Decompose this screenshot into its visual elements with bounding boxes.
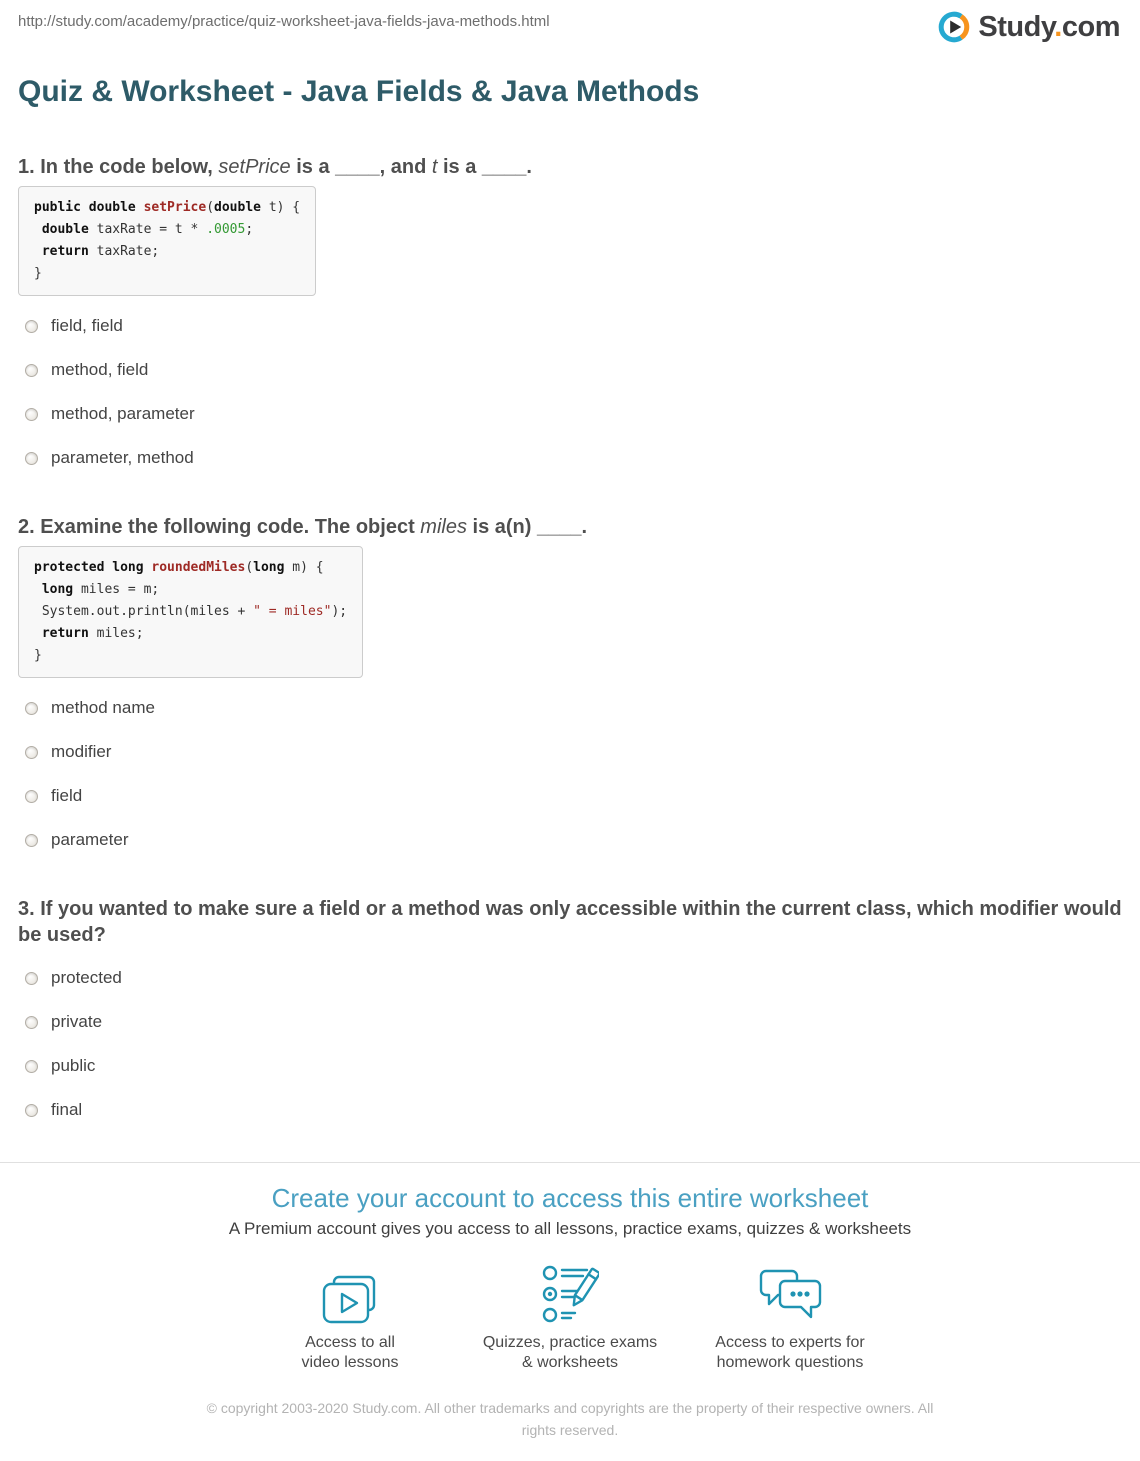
questions-list <box>18 154 1122 1122</box>
option-label: parameter, method <box>51 448 194 467</box>
feature-label: Quizzes, practice exams & worksheets <box>482 1334 658 1371</box>
radio-button[interactable] <box>25 364 38 377</box>
option-field[interactable] <box>25 784 1122 808</box>
option-label: method, field <box>51 360 149 379</box>
browser-url: http://study.com/academy/practice/quiz-worksheet-java-fields-java-methods.html <box>18 13 550 30</box>
option-label: field <box>51 786 83 805</box>
radio-button[interactable] <box>25 972 38 985</box>
studycom-logo[interactable] <box>937 10 1120 44</box>
option-field-field[interactable] <box>25 314 1122 338</box>
prompt-segment: is a(n) ____. <box>466 516 588 538</box>
feature-access-to-experts-for-homework-questions <box>680 1263 900 1373</box>
option-label: modifier <box>51 742 112 761</box>
option-private[interactable] <box>25 1010 1122 1034</box>
quizzes-worksheets-icon <box>541 1263 599 1325</box>
feature-access-to-all-video-lessons <box>240 1263 460 1373</box>
option-final[interactable] <box>25 1098 1122 1122</box>
prompt-segment: setPrice <box>218 156 291 178</box>
option-protected[interactable] <box>25 966 1122 990</box>
radio-button[interactable] <box>25 452 38 465</box>
copyright-notice: © copyright 2003-2020 Study.com. All other trademarks and copyrights are the property of their respective owners. All rights reserved. <box>206 1400 934 1438</box>
option-label: public <box>51 1056 96 1075</box>
prompt-segment: is a ____. <box>437 156 532 178</box>
feature-quizzes-practice-exams-worksheets <box>460 1263 680 1373</box>
homework-experts-icon <box>757 1263 823 1325</box>
radio-button[interactable] <box>25 834 38 847</box>
video-lessons-icon <box>322 1263 378 1325</box>
logo-wordmark: Study.com <box>978 11 1120 43</box>
option-method-name[interactable] <box>25 696 1122 720</box>
code-snippet: public double setPrice(double t) { double taxRate = t * .0005; return taxRate; } <box>18 186 316 296</box>
page-title: Quiz & Worksheet - Java Fields & Java Methods <box>18 75 700 108</box>
question-3-prompt <box>18 896 1122 948</box>
prompt-segment: miles <box>420 516 467 538</box>
option-label: method, parameter <box>51 404 195 423</box>
feature-label: Access to all video lessons <box>301 1334 399 1371</box>
cta-heading: Create your account to access this entire worksheet <box>271 1183 869 1213</box>
option-modifier[interactable] <box>25 740 1122 764</box>
radio-button[interactable] <box>25 746 38 759</box>
section-divider <box>0 1162 1140 1163</box>
radio-button[interactable] <box>25 1016 38 1029</box>
radio-button[interactable] <box>25 320 38 333</box>
answer-options <box>18 314 1122 470</box>
radio-button[interactable] <box>25 1060 38 1073</box>
studycom-logo-icon <box>937 10 971 44</box>
prompt-segment: 1. In the code below, <box>18 156 219 178</box>
question-1 <box>18 154 1122 470</box>
option-label: private <box>51 1012 103 1031</box>
feature-label: Access to experts for homework questions <box>715 1334 865 1371</box>
question-2 <box>18 514 1122 852</box>
answer-options <box>18 696 1122 852</box>
option-public[interactable] <box>25 1054 1122 1078</box>
option-method-field[interactable] <box>25 358 1122 382</box>
prompt-segment: t <box>431 156 438 178</box>
cta-subtext: A Premium account gives you access to all lessons, practice exams, quizzes & worksheets <box>228 1219 912 1238</box>
option-method-parameter[interactable] <box>25 402 1122 426</box>
option-label: protected <box>51 968 122 987</box>
option-label: field, field <box>51 316 123 335</box>
radio-button[interactable] <box>25 1104 38 1117</box>
features-row <box>18 1263 1122 1373</box>
prompt-segment: 2. Examine the following code. The object <box>18 516 421 538</box>
radio-button[interactable] <box>25 702 38 715</box>
prompt-segment: is a ____, and <box>290 156 432 178</box>
option-label: parameter <box>51 830 129 849</box>
option-parameter[interactable] <box>25 828 1122 852</box>
radio-button[interactable] <box>25 408 38 421</box>
option-parameter-method[interactable] <box>25 446 1122 470</box>
answer-options <box>18 966 1122 1122</box>
create-account-section <box>18 1183 1122 1373</box>
radio-button[interactable] <box>25 790 38 803</box>
question-3 <box>18 896 1122 1122</box>
option-label: final <box>51 1100 83 1119</box>
question-2-prompt <box>18 514 1122 540</box>
prompt-segment: 3. If you wanted to make sure a field or a method was only accessible within the current class, which modifier would be used? <box>18 898 1122 946</box>
option-label: method name <box>51 698 155 717</box>
code-snippet: protected long roundedMiles(long m) { long miles = m; System.out.println(miles + " = miles"); return miles; } <box>18 546 363 678</box>
question-1-prompt <box>18 154 1122 180</box>
